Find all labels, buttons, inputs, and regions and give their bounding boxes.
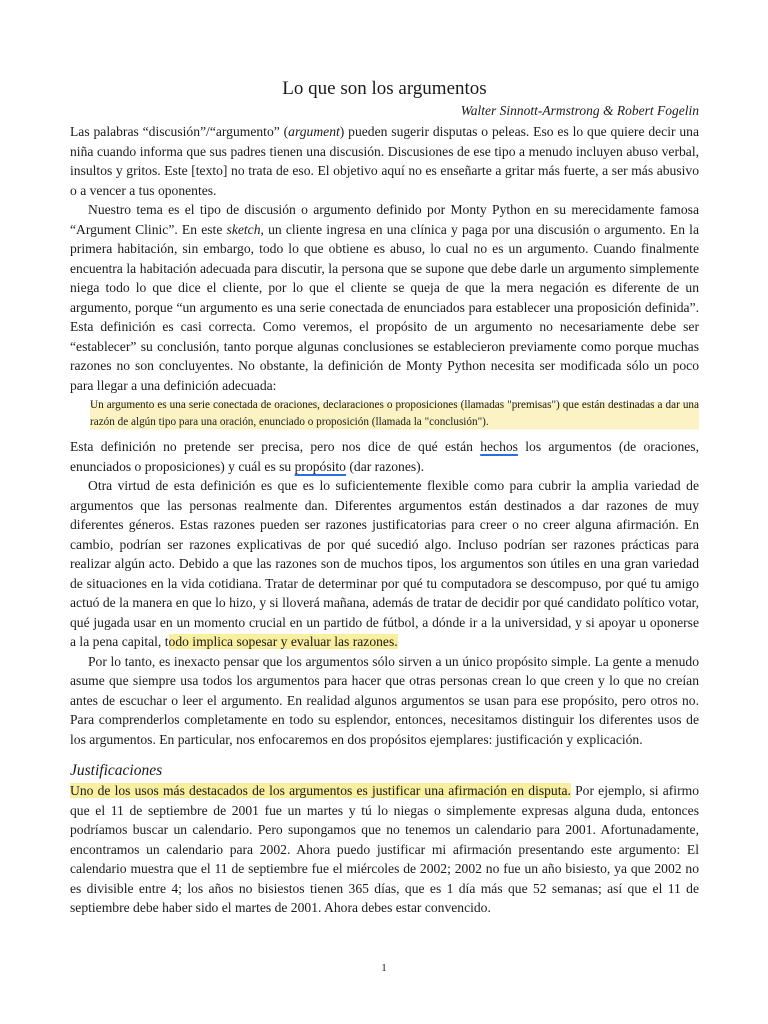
paragraph-2-text-c: , un cliente ingresa en una clínica y paga por una discusión o argumento. En la primera habitación, sin embargo, todo lo que obtiene es abuso, lo cual no es un argumento. Cuando finalmente encuentra la habitación adecuada para discutir, la persona que se supone que debe darle un argumento simplemente niega todo lo que dice el cliente, por lo que el cliente se queja de que la mera negación es diferente de un argumento, porque “un argumento es una serie conectada de enunciados para establecer una proposición definida”. Esta definición es casi correcta. Como veremos, el propósito de un argumento no necesariamente debe ser “establecer” su conclusión, tanto porque algunas conclusiones se establecieron previamente como porque muchas razones no son concluyentes. No obstante, la definición de Monty Python necesita ser modificada sólo un poco para llegar a una definición adecuada: [70, 221, 699, 393]
paragraph-3-text-e: (dar razones). [345, 458, 425, 474]
paragraph-4 [70, 476, 699, 652]
paragraph-1-italic-term: argument [288, 124, 340, 139]
paragraph-3 [70, 437, 699, 476]
paragraph-5: Por lo tanto, es inexacto pensar que los argumentos sólo sirven a un único propósito simple. La gente a menudo asume que siempre usa todos los argumentos para hacer que otras personas crean lo que creen y lo que no creían antes de escuchar o leer el argumento. En realidad algunos argumentos se usan para ese propósito, pero otros no. Para comprenderlos completamente en todo su esplendor, entonces, necesitamos distinguir los diferentes usos de los argumentos. En particular, nos enfocaremos en dos propósitos ejemplares: justificación y explicación. [70, 653, 699, 747]
section-heading: Justificaciones [70, 762, 163, 779]
paragraph-3-text-a: Esta definición no pretende ser precisa, pero nos dice de qué están [70, 439, 481, 454]
paragraph-1-text-a: Las palabras “discusión”/“argumento” ( [70, 124, 289, 139]
paragraph-6 [70, 781, 699, 918]
paragraph-1-text-c: ) pueden sugerir disputas o peleas. Eso es lo que quiere decir una niña cuando informa que sus padres tienen una discusión. Discusiones de ese tipo a menudo incluyen abuso verbal, insultos y gritos. Este [texto] no trata de eso. El objetivo aquí no es enseñarte a gritar más fuerte, a ser más abusivo o a vencer a tus oponentes. [70, 124, 699, 198]
page-number: 1 [381, 962, 387, 974]
underlined-word-proposito: propósito [294, 458, 346, 474]
paragraph-6-text-b: Por ejemplo, si afirmo que el 11 de septiembre de 2001 fue un martes y tú lo niegas o simplemente expresas alguna duda, entonces podríamos buscar un calendario. Pero supongamos que no tenemos un calendario para 2001. Afortunadamente, encontramos un calendario para 2002. Ahora puedo justificar mi afirmación presentando este argumento: El calendario muestra que el 11 de septiembre fue el miércoles de 2002; 2002 no fue un año bisiesto, ya que 2002 no es divisible entre 4; los años no bisiestos tienen 365 días, que es 1 día más que 52 semanas; así que el 11 de septiembre debe haber sido el martes de 2001. Ahora debes estar convencido. [70, 783, 699, 915]
paragraph-2-italic-term: sketch [226, 221, 261, 237]
highlighted-phrase: odo implica sopesar y evaluar las razones. [168, 634, 398, 649]
definition-quote: Un argumento es una serie conectada de oraciones, declaraciones o proposiciones (llamadas "premisas") que están destinadas a dar una razón de algún tipo para una oración, enunciado o proposición (llamada la "conclusión"). [90, 397, 699, 431]
paragraph-1 [70, 122, 699, 200]
paragraph-3-text-c: los argumentos (de oraciones, enunciados o proposiciones) y cuál es su [70, 439, 699, 474]
document-body [70, 78, 699, 918]
paragraph-4-text-a: Otra virtud de esta definición es que es lo suficientemente flexible como para cubrir la amplia variedad de argumentos que las personas realmente dan. Diferentes argumentos están destinados a dar razones de muy diferentes géneros. Estas razones pueden ser razones justificatorias para creer o no creer alguna afirmación. En cambio, podrían ser razones explicativas de por qué sucedió algo. Incluso podrían ser razones prácticas para realizar algún acto. Debido a que las razones son de muchos tipos, los argumentos son útiles en una gran variedad de situaciones en la vida cotidiana. Tratar de determinar por qué tu computadora se descompuso, por qué tu amigo actuó de la manera en que lo hizo, y si lloverá mañana, además de tratar de decidir por qué candidato político votar, qué jugada usar en un momento crucial en un partido de fútbol, a dónde ir a la universidad, y si apoyar u oponerse a la pena capital, t [70, 478, 699, 649]
highlighted-sentence: Uno de los usos más destacados de los argumentos es justificar una afirmación en disputa. [70, 783, 571, 798]
paragraph-2 [70, 200, 699, 395]
underlined-word-hechos: hechos [480, 439, 518, 454]
document-authors: Walter Sinnott-Armstrong & Robert Fogelin [460, 103, 699, 118]
paragraph-2-text-a: Nuestro tema es el tipo de discusión o argumento definido por Monty Python en su merecidamente famosa “Argument Clinic”. En este [70, 202, 699, 237]
document-title: Lo que son los argumentos [282, 78, 487, 99]
